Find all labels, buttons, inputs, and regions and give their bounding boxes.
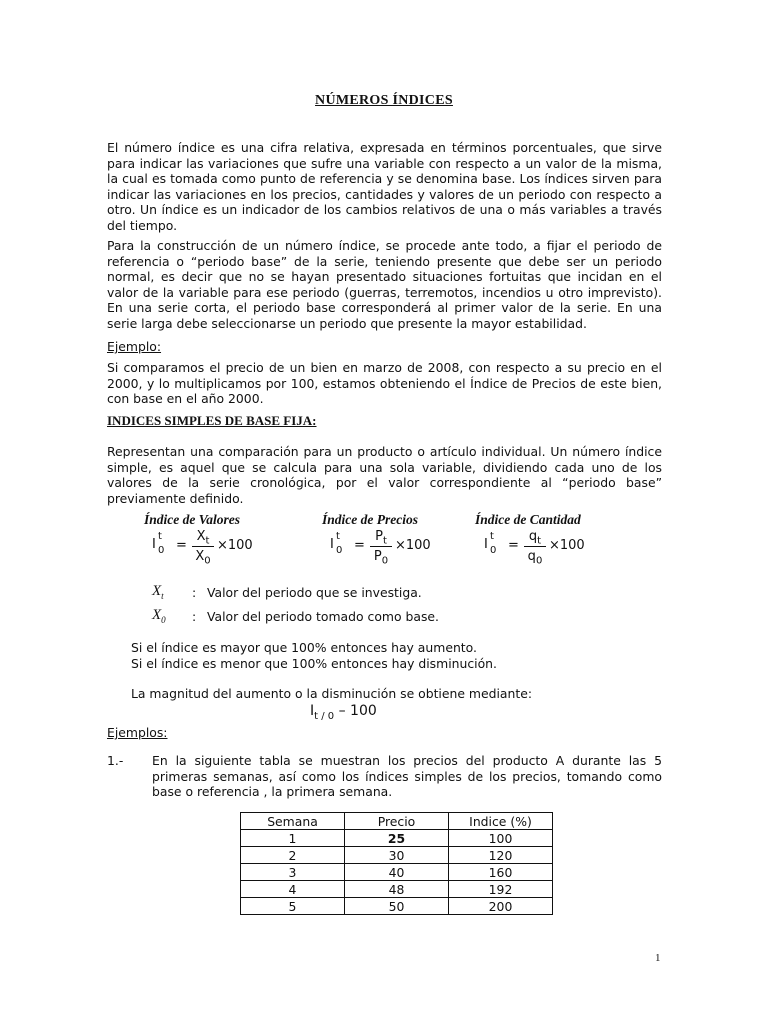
equals-sign: = [354,538,365,553]
table-cell: 192 [449,881,553,898]
fraction [524,529,546,566]
times-100: ×100 [549,538,585,553]
example-label: Ejemplo: [107,339,162,354]
example-number: 1.- [107,753,124,768]
table-cell: 160 [449,864,553,881]
magnitude-text: La magnitud del aumento o la disminución se obtiene mediante: [131,686,533,701]
table-cell: 50 [345,898,449,915]
table-cell: 3 [241,864,345,881]
example-text: Si comparamos el precio de un bien en marzo de 2008, con respecto a su precio en el 2000, y lo multiplicamos por 100, estamos obteniendo el Índice de Precios de este bien, con base en el año 2000. [107,360,662,406]
fraction [192,529,214,566]
table-cell: 100 [449,830,553,847]
times-100: ×100 [395,538,431,553]
table-row [241,847,553,864]
fraction-denominator: $P_0$ [373,549,389,567]
rule-decrease: Si el índice es menor que 100% entonces hay disminución. [131,656,497,671]
magnitude-formula: $I_{t / 0} - 100$ [310,703,377,722]
table-header-row [241,813,553,830]
table-cell: 120 [449,847,553,864]
fraction-numerator: $q_t$ [524,529,546,547]
symbol-x0-description: Valor del periodo tomado como base. [207,609,439,624]
table-row [241,864,553,881]
symbol-colon: : [192,585,197,600]
column-header-indice: Indice (%) [449,813,553,830]
page-number: 1 [655,952,661,964]
times-100: ×100 [217,538,253,553]
intro-paragraph-1: El número índice es una cifra relativa, expresada en términos porcentuales, que sirve para indicar las variaciones que sufre una variable con respecto a un valor de la misma, la cual es tomada como punto de referencia y se denomina base. Los índices sirven para indicar las variaciones en los precios, cantidades y valores de un periodo con respecto a otro. Un índice es un indicador de los cambios relativos de una o más variables a través del tiempo. [107,140,662,233]
fraction-numerator: $X_t$ [192,529,214,547]
column-header-semana: Semana [241,813,345,830]
symbol-xt-description: Valor del periodo que se investiga. [207,585,422,600]
examples-label: Ejemplos: [107,725,168,740]
table-cell: 1 [241,830,345,847]
fraction-numerator: $P_t$ [370,529,392,547]
intro-paragraph-2: Para la construcción de un número índice, se procede ante todo, a fijar el periodo de referencia o “periodo base” de la serie, teniendo presente que debe ser un periodo normal, es decir que no se hayan presentado situaciones fortuitas que incidan en el valor de la variable para ese periodo (guerras, terremotos, incendios u otro imprevisto). En una serie corta, el periodo base corresponderá al primer valor de la serie. En una serie larga debe seleccionarse un periodo que presente la mayor estabilidad. [107,238,662,331]
table-cell: 200 [449,898,553,915]
index-symbol: I t 0 [152,531,165,556]
equals-sign: = [508,538,519,553]
formula-heading-cantidad: Índice de Cantidad [475,512,581,527]
equals-sign: = [176,538,187,553]
table-cell: 30 [345,847,449,864]
symbol-xt: $X_t$ [152,583,164,601]
table-row [241,881,553,898]
formula-heading-valores: Índice de Valores [144,512,240,527]
table-cell: 2 [241,847,345,864]
example-1-text: En la siguiente tabla se muestran los precios del producto A durante las 5 primeras semanas, así como los índices simples de los precios, tomando como base o referencia , la primera semana. [152,753,662,799]
symbol-x0: $X_0$ [152,607,166,625]
index-symbol: I t 0 [484,531,497,556]
table-row [241,830,553,847]
page-title: NÚMEROS ÍNDICES [315,93,453,108]
table-row [241,898,553,915]
table-cell: 4 [241,881,345,898]
table-cell: 5 [241,898,345,915]
fraction-denominator: $q_0$ [527,549,543,567]
table-cell: 40 [345,864,449,881]
table-cell: 25 [345,830,449,847]
section-paragraph: Representan una comparación para un producto o artículo individual. Un número índice simple, es aquel que se calcula para una sola variable, dividiendo cada uno de los valores de la serie cronológica, por el valor correspondiente al “periodo base” previamente definido. [107,444,662,506]
fraction [370,529,392,566]
rule-increase: Si el índice es mayor que 100% entonces hay aumento. [131,640,477,655]
column-header-precio: Precio [345,813,449,830]
fraction-denominator: $X_0$ [195,549,211,567]
index-symbol: I t 0 [330,531,343,556]
table-cell: 48 [345,881,449,898]
prices-table [240,812,553,915]
section-heading: INDICES SIMPLES DE BASE FIJA: [107,413,317,428]
formula-heading-precios: Índice de Precios [322,512,418,527]
symbol-colon: : [192,609,197,624]
